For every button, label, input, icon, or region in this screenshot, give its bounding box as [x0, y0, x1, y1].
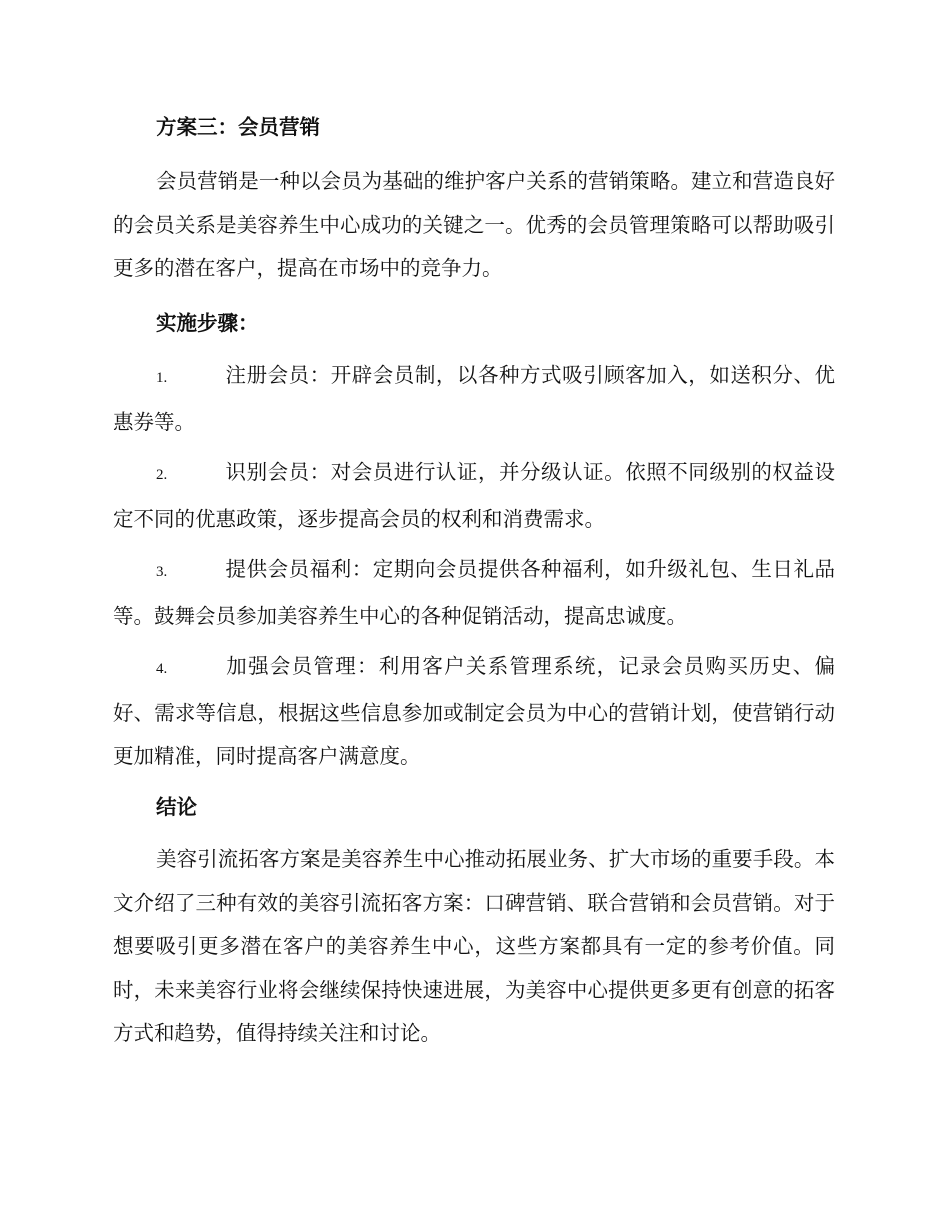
- conclusion-heading: 结论: [156, 795, 197, 819]
- steps-heading: 实施步骤：: [156, 311, 259, 335]
- step-item-2: [113, 451, 835, 541]
- step-text-3: 提供会员福利：定期向会员提供各种福利，如升级礼包、生日礼品等。鼓舞会员参加美容养生中心的各种促销活动，提高忠诚度。: [113, 557, 835, 628]
- step-text-2: 识别会员：对会员进行认证，并分级认证。依照不同级别的权益设定不同的优惠政策，逐步提高会员的权利和消费需求。: [113, 460, 835, 531]
- step-item-4: [113, 645, 835, 779]
- step-text-1: 注册会员：开辟会员制，以各种方式吸引顾客加入，如送积分、优惠券等。: [113, 363, 835, 434]
- step-item-3: [113, 548, 835, 638]
- step-number-2: 2.: [156, 467, 168, 483]
- step-item-1: [113, 354, 835, 444]
- section-heading-membership-marketing: 方案三：会员营销: [156, 115, 320, 139]
- step-text-4: 加强会员管理：利用客户关系管理系统，记录会员购买历史、偏好、需求等信息，根据这些信息参加或制定会员为中心的营销计划，使营销行动更加精准，同时提高客户满意度。: [113, 654, 835, 768]
- step-number-4: 4.: [156, 661, 168, 677]
- intro-paragraph: 会员营销是一种以会员为基础的维护客户关系的营销策略。建立和营造良好的会员关系是美容养生中心成功的关键之一。优秀的会员管理策略可以帮助吸引更多的潜在客户，提高在市场中的竞争力。: [113, 169, 835, 280]
- step-number-1: 1.: [156, 370, 168, 386]
- conclusion-paragraph: 美容引流拓客方案是美容养生中心推动拓展业务、扩大市场的重要手段。本文介绍了三种有效的美容引流拓客方案：口碑营销、联合营销和会员营销。对于想要吸引更多潜在客户的美容养生中心，这些方案都具有一定的参考价值。同时，未来美容行业将会继续保持快速进展，为美容中心提供更多更有创意的拓客方式和趋势，值得持续关注和讨论。: [113, 847, 835, 1045]
- step-number-3: 3.: [156, 564, 168, 580]
